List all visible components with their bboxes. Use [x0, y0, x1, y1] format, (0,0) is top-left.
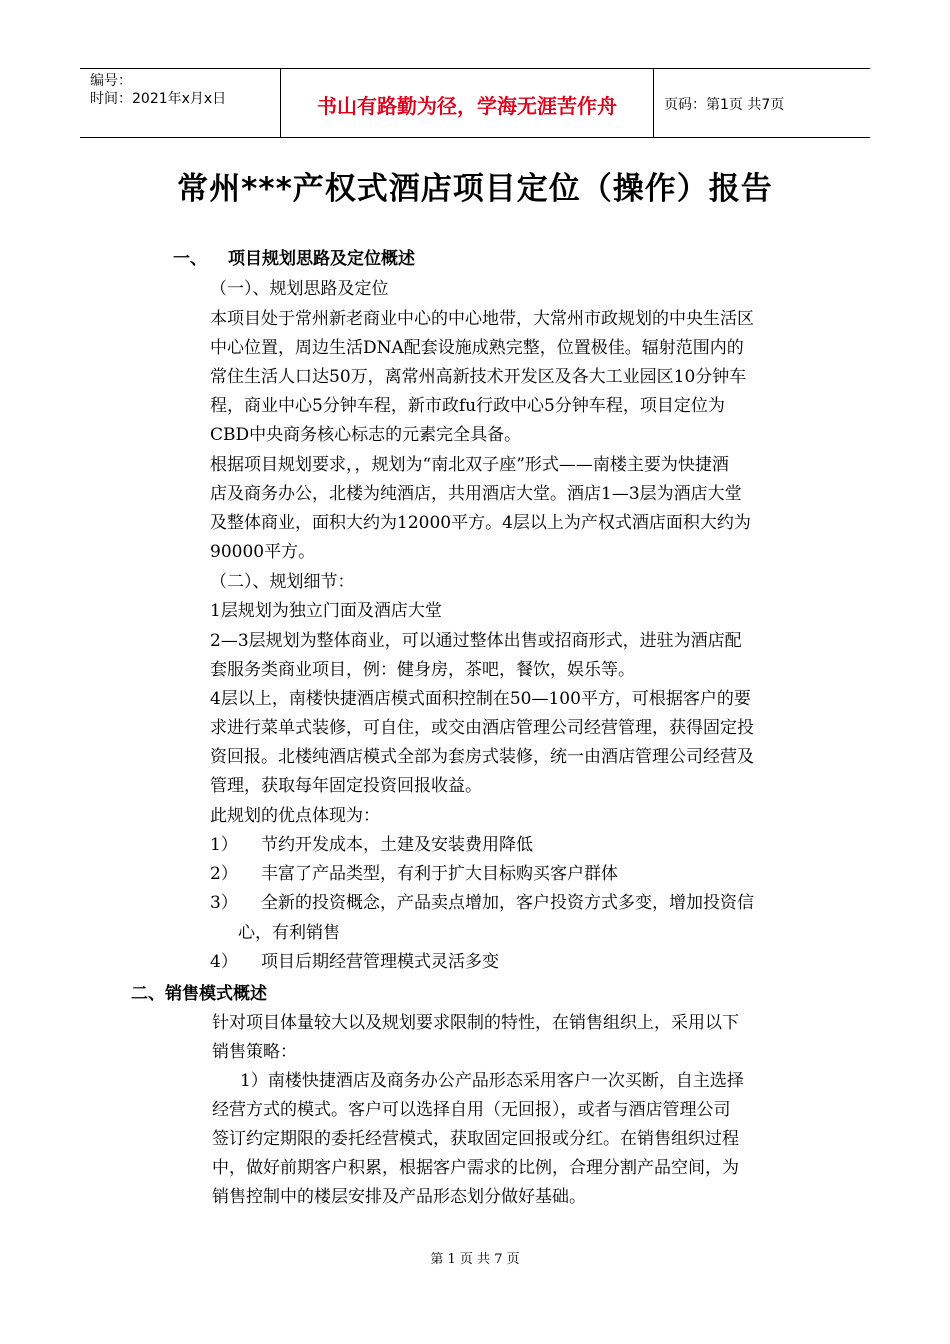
header-motto: 书山有路勤为径，学海无涯苦作舟	[317, 94, 617, 118]
header-page-info: 页码：第1页 共7页	[664, 97, 785, 113]
text-line: 中，做好前期客户积累，根据客户需求的比例，合理分割产品空间，为	[212, 1158, 739, 1178]
text-line: 及整体商业，面积大约为12000平方。4层以上为产权式酒店面积大约为	[210, 513, 751, 533]
list-number: 4）	[210, 952, 238, 972]
text-line: 此规划的优点体现为：	[210, 806, 380, 826]
list-item: 项目后期经营管理模式灵活多变	[261, 952, 499, 972]
section1-number: 一、	[173, 249, 207, 269]
text-line: 签订约定期限的委托经营模式，获取固定回报或分红。在销售组织过程	[212, 1129, 739, 1149]
list-item-continuation: 心，有利销售	[238, 923, 340, 943]
time-label: 时间：2021年x月x日	[90, 91, 227, 107]
text-line: 中心位置，周边生活DNA配套设施成熟完整，位置极佳。辐射范围内的	[210, 338, 744, 358]
text-line: 2—3层规划为整体商业，可以通过整体出售或招商形式，进驻为酒店配	[210, 631, 742, 651]
text-line: 4层以上，南楼快捷酒店模式面积控制在50—100平方，可根据客户的要	[210, 689, 751, 709]
list-number: 2）	[210, 864, 238, 884]
list-item: 全新的投资概念，产品卖点增加，客户投资方式多变，增加投资信	[261, 893, 754, 913]
text-line: 套服务类商业项目，例：健身房，茶吧，餐饮，娱乐等。	[210, 660, 635, 680]
text-line: 销售策略：	[212, 1042, 297, 1062]
list-number: 1）	[210, 835, 238, 855]
text-line: 求进行菜单式装修，可自住，或交由酒店管理公司经营管理，获得固定投	[210, 718, 754, 738]
document-title: 常州***产权式酒店项目定位（操作）报告	[177, 171, 773, 207]
list-number: 3）	[210, 893, 238, 913]
section1-heading: 项目规划思路及定位概述	[228, 249, 415, 269]
header-meta	[90, 72, 226, 108]
page-footer: 第 1 页 共 7 页	[430, 1252, 520, 1267]
text-line: 经营方式的模式。客户可以选择自用（无回报），或者与酒店管理公司	[212, 1100, 731, 1120]
text-line: CBD中央商务核心标志的元素完全具备。	[210, 425, 522, 445]
text-line: 管理，获取每年固定投资回报收益。	[210, 776, 482, 796]
text-line: 1）南楼快捷酒店及商务办公产品形态采用客户一次买断，自主选择	[240, 1071, 744, 1091]
subsection-heading: （一）、规划思路及定位	[210, 279, 389, 299]
text-line: 资回报。北楼纯酒店模式全部为套房式装修，统一由酒店管理公司经营及	[210, 747, 754, 767]
subsection-heading: （二）、规划细节：	[210, 572, 355, 592]
text-line: 店及商务办公，北楼为纯酒店，共用酒店大堂。酒店1—3层为酒店大堂	[210, 484, 742, 504]
list-item: 丰富了产品类型，有利于扩大目标购买客户群体	[261, 864, 618, 884]
section2-heading: 二、销售模式概述	[131, 984, 267, 1004]
text-line: 销售控制中的楼层安排及产品形态划分做好基础。	[212, 1187, 586, 1207]
header-divider	[280, 69, 281, 137]
number-label: 编号：	[90, 73, 132, 89]
text-line: 90000平方。	[210, 542, 316, 562]
text-line: 针对项目体量较大以及规划要求限制的特性，在销售组织上，采用以下	[212, 1013, 739, 1033]
text-line: 本项目处于常州新老商业中心的中心地带，大常州市政规划的中央生活区	[210, 309, 754, 329]
text-line: 程，商业中心5分钟车程，新市政fu行政中心5分钟车程，项目定位为	[210, 396, 725, 416]
text-line: 常住生活人口达50万，离常州高新技术开发区及各大工业园区10分钟车	[210, 367, 747, 387]
header-divider	[653, 69, 654, 137]
list-item: 节约开发成本，土建及安装费用降低	[261, 835, 533, 855]
text-line: 1层规划为独立门面及酒店大堂	[210, 601, 442, 621]
text-line: 根据项目规划要求，，规划为“南北双子座”形式——南楼主要为快捷酒	[210, 455, 729, 475]
